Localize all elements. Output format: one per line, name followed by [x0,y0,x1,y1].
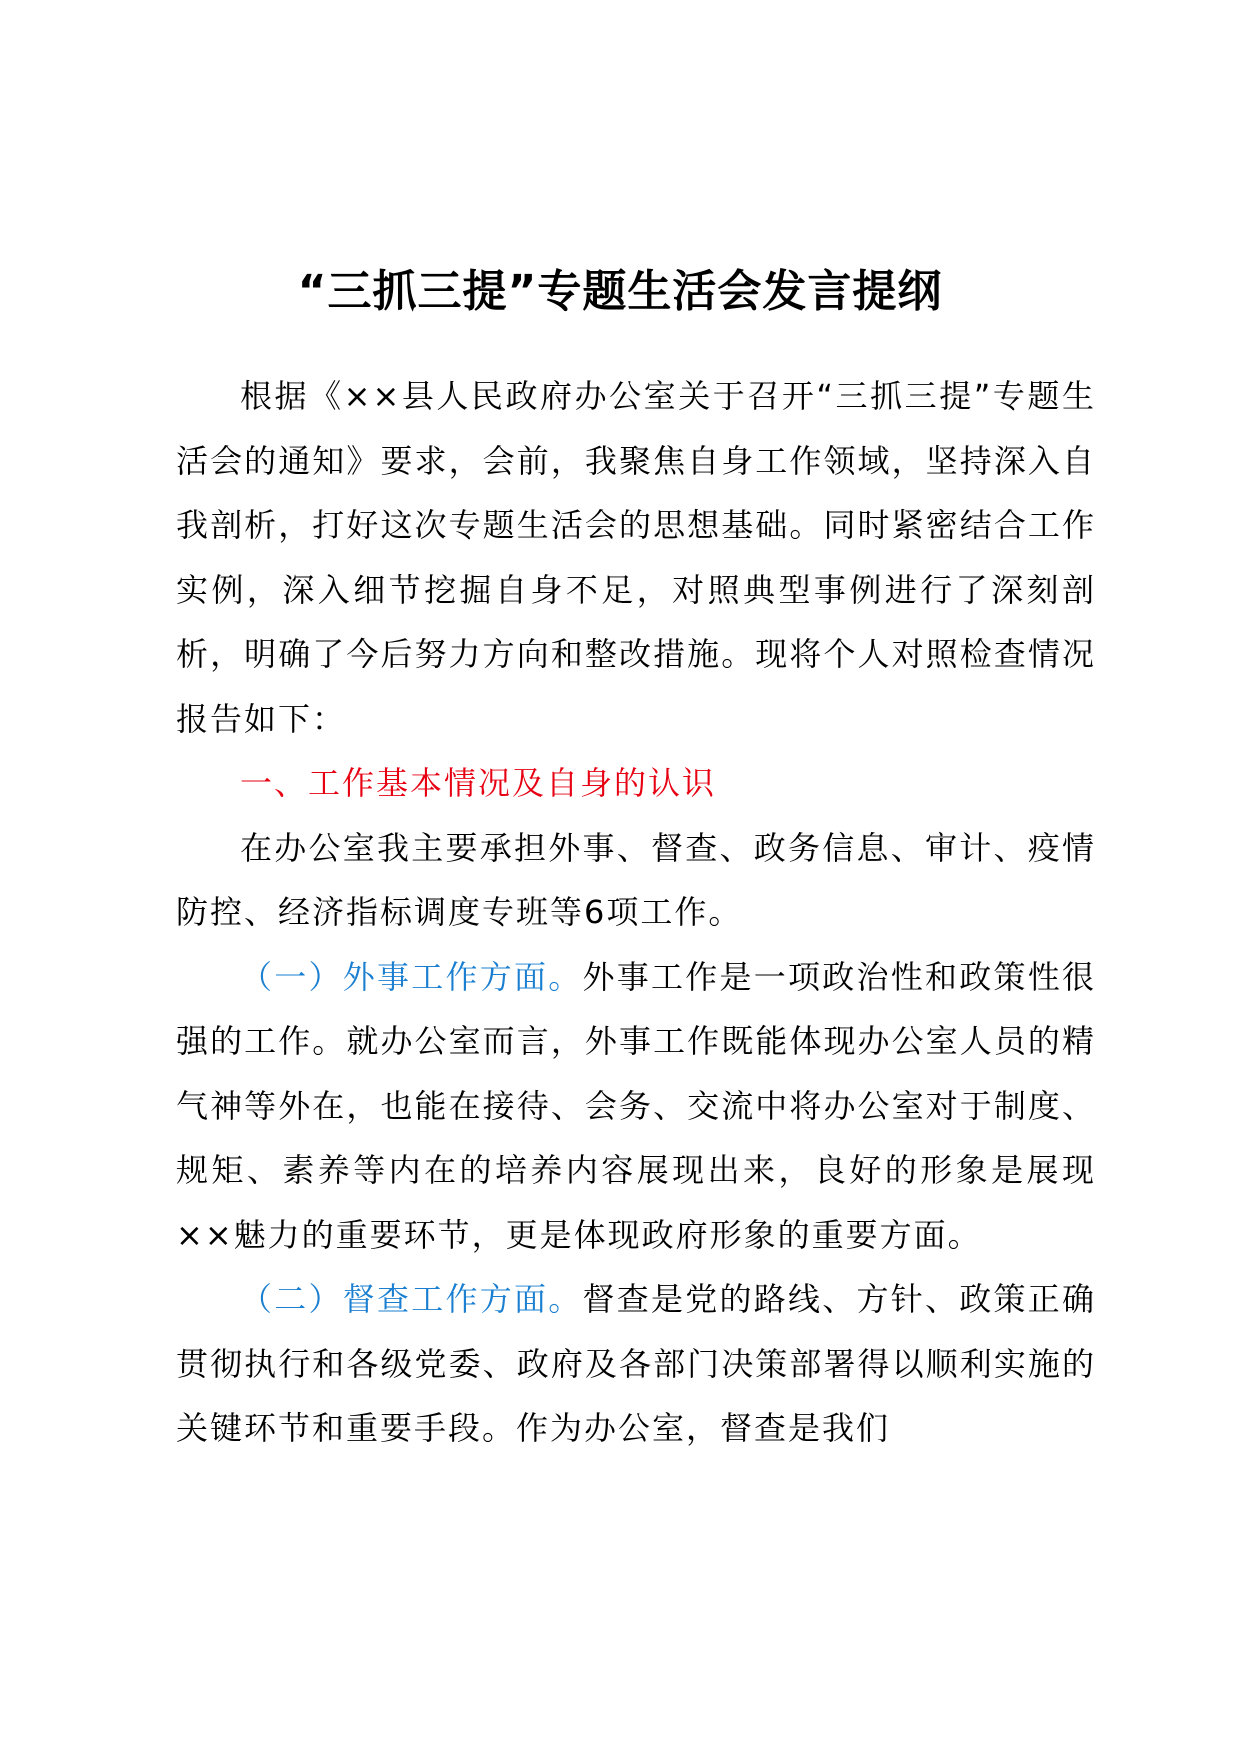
subsection-2-paragraph [176,1267,1096,1461]
subsection-heading-1: （一）外事工作方面。 [240,957,583,996]
subsection-2-text: 督查是党的路线、方针、政策正确贯彻执行和各级党委、政府及各部门决策部署得以顺利实施的关键环节和重要手段。作为办公室，督查是我们 [176,1280,1096,1447]
subsection-heading-2: （二）督查工作方面。 [240,1280,583,1318]
document-title: “三抓三提”专题生活会发言提纲 [297,266,943,317]
subsection-1-paragraph [176,945,1096,1268]
document-body [176,364,1096,1461]
section-1-paragraph: 在办公室我主要承担外事、督查、政务信息、审计、疫情防控、经济指标调度专班等6项工作。 [176,828,1096,931]
section-heading-1: 一、工作基本情况及自身的认识 [240,764,717,802]
intro-paragraph: 根据《××县人民政府办公室关于召开“三抓三提”专题生活会的通知》要求，会前，我聚焦自身工作领域，坚持深入自我剖析，打好这次专题生活会的思想基础。同时紧密结合工作实例，深入细节挖掘自身不足，对照典型事例进行了深刻剖析，明确了今后努力方向和整改措施。现将个人对照检查情况报告如下： [176,377,1096,738]
subsection-1-text: 外事工作是一项政治性和政策性很强的工作。就办公室而言，外事工作既能体现办公室人员的精气神等外在，也能在接待、会务、交流中将办公室对于制度、规矩、素养等内在的培养内容展现出来，良好的形象是展现××魅力的重要环节，更是体现政府形象的重要方面。 [176,957,1096,1254]
